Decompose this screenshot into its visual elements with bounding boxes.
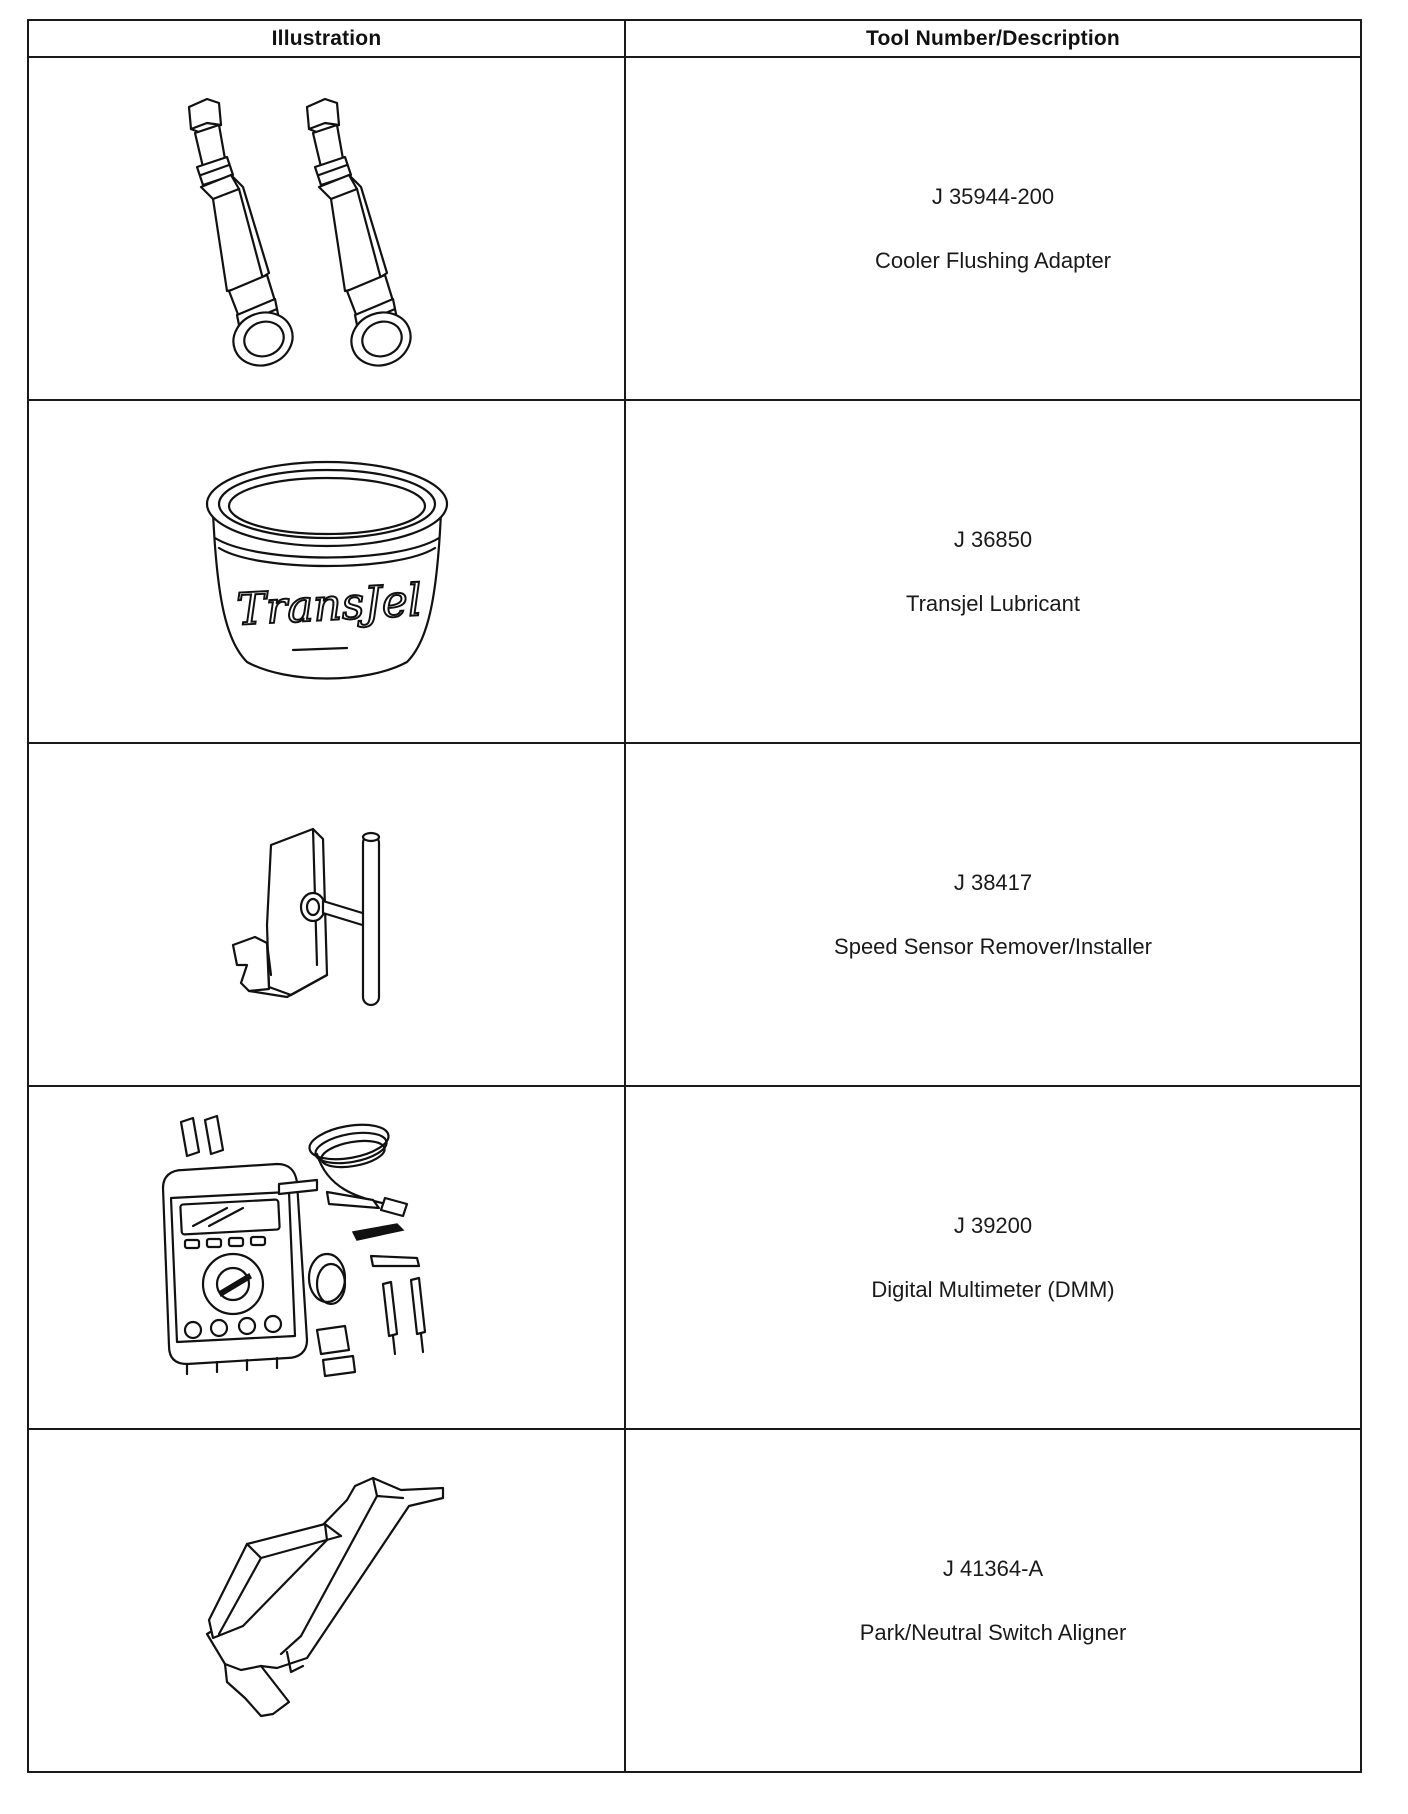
illustration-cell (28, 743, 625, 1086)
illustration-cell (28, 1429, 625, 1772)
tool-description-cell (625, 743, 1361, 1086)
tool-description: Transjel Lubricant (905, 590, 1081, 616)
multimeter-kit-icon (157, 1108, 497, 1408)
transjel-tub-icon (197, 452, 457, 692)
speed-sensor-tool-icon (227, 815, 427, 1015)
tool-number: J 38417 (953, 869, 1033, 895)
table-row (28, 400, 1361, 743)
table-row (28, 743, 1361, 1086)
illustration-cell (28, 57, 625, 400)
transjel-label-text: TransJel (234, 574, 423, 636)
table-row (28, 1086, 1361, 1429)
tool-description-cell (625, 1429, 1361, 1772)
tool-description: Park/Neutral Switch Aligner (859, 1619, 1127, 1645)
tool-description-cell (625, 57, 1361, 400)
tool-number: J 35944-200 (931, 183, 1055, 209)
illustration-cell (28, 400, 625, 743)
tool-number: J 39200 (953, 1212, 1033, 1238)
tool-description: Cooler Flushing Adapter (874, 247, 1112, 273)
tool-description: Speed Sensor Remover/Installer (834, 933, 1152, 959)
tool-description-cell (625, 1086, 1361, 1429)
tool-number: J 36850 (953, 526, 1033, 552)
tool-description-cell (625, 400, 1361, 743)
header-illustration: Illustration (28, 20, 625, 57)
cooler-flushing-adapter-icon (167, 89, 487, 369)
header-row (28, 20, 1361, 57)
table-row (28, 1429, 1361, 1772)
illustration-cell (28, 1086, 625, 1429)
switch-aligner-icon (197, 1466, 457, 1736)
tool-description: Digital Multimeter (DMM) (871, 1276, 1115, 1302)
table-row (28, 57, 1361, 400)
special-tools-table (27, 19, 1362, 1773)
tool-number: J 41364-A (942, 1555, 1044, 1581)
header-tool-number-description: Tool Number/Description (625, 20, 1361, 57)
